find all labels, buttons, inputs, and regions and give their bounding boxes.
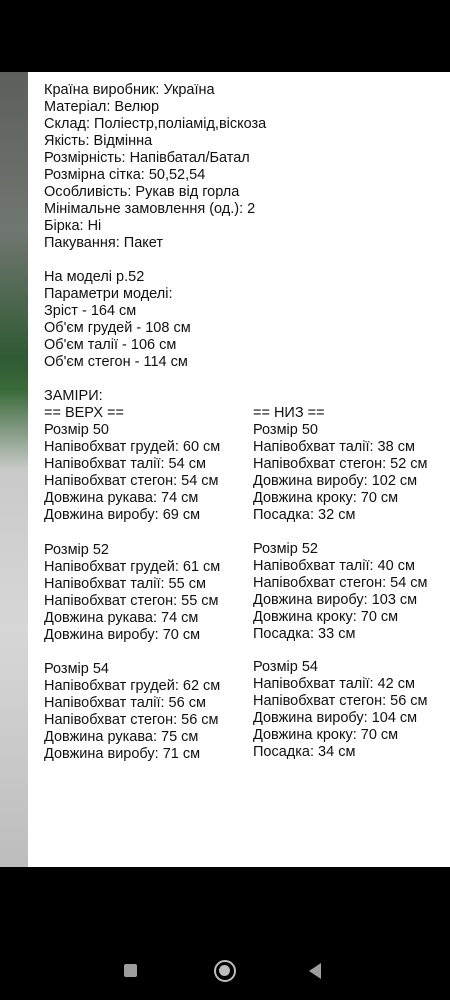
background-photo-strip — [0, 72, 28, 867]
info-line: Якість: Відмінна — [44, 133, 153, 149]
info-line: Країна виробник: Україна — [44, 82, 215, 98]
info-line: Бірка: Ні — [44, 218, 102, 234]
info-line: Розмірність: Напівбатал/Батал — [44, 150, 250, 166]
top-measure: Довжина виробу: 71 см — [44, 746, 201, 762]
bottom-measure: Довжина виробу: 104 см — [253, 710, 418, 726]
bottom-measure: Посадка: 34 см — [253, 744, 356, 760]
bottom-size-label: Розмір 54 — [253, 659, 318, 675]
model-line: Об'єм талії - 106 см — [44, 337, 177, 353]
bottom-size-label: Розмір 50 — [253, 422, 318, 438]
bottom-measure: Довжина кроку: 70 см — [253, 727, 399, 743]
bottom-measure: Посадка: 33 см — [253, 626, 356, 642]
bottom-measure: Напівобхват талії: 40 см — [253, 558, 415, 574]
top-measure: Напівобхват стегон: 54 см — [44, 473, 219, 489]
recents-icon[interactable] — [124, 964, 137, 977]
bottom-measure: Напівобхват стегон: 56 см — [253, 693, 428, 709]
bottom-measure: Довжина кроку: 70 см — [253, 490, 399, 506]
top-measure: Довжина рукава: 74 см — [44, 490, 199, 506]
model-line: Об'єм стегон - 114 см — [44, 354, 188, 370]
info-line: Розмірна сітка: 50,52,54 — [44, 167, 206, 183]
top-measure: Довжина рукава: 75 см — [44, 729, 199, 745]
top-measure: Напівобхват талії: 55 см — [44, 576, 206, 592]
bottom-measure: Напівобхват стегон: 54 см — [253, 575, 428, 591]
top-measure: Напівобхват стегон: 56 см — [44, 712, 219, 728]
top-measure: Довжина рукава: 74 см — [44, 610, 199, 626]
top-measure: Довжина виробу: 69 см — [44, 507, 201, 523]
top-size-label: Розмір 50 — [44, 422, 109, 438]
top-measure: Довжина виробу: 70 см — [44, 627, 201, 643]
model-line: На моделі р.52 — [44, 269, 145, 285]
bottom-measure: Довжина виробу: 102 см — [253, 473, 418, 489]
info-line: Мінімальне замовлення (од.): 2 — [44, 201, 256, 217]
info-line: Пакування: Пакет — [44, 235, 163, 251]
model-line: Зріст - 164 см — [44, 303, 137, 319]
status-bar-area — [0, 0, 450, 72]
back-icon[interactable] — [309, 963, 321, 979]
bottom-measure: Напівобхват талії: 38 см — [253, 439, 415, 455]
model-line: Об'єм грудей - 108 см — [44, 320, 191, 336]
top-section-title: == ВЕРХ == — [44, 405, 124, 421]
bottom-section-title: == НИЗ == — [253, 405, 325, 421]
top-measure: Напівобхват талії: 56 см — [44, 695, 206, 711]
description-card — [28, 72, 450, 867]
info-line: Особливість: Рукав від горла — [44, 184, 240, 200]
top-measure: Напівобхват грудей: 60 см — [44, 439, 221, 455]
info-line: Склад: Поліестр,поліамід,віскоза — [44, 116, 267, 132]
bottom-measure: Напівобхват стегон: 52 см — [253, 456, 428, 472]
bottom-size-label: Розмір 52 — [253, 541, 318, 557]
measurements-title: ЗАМІРИ: — [44, 388, 103, 404]
top-measure: Напівобхват стегон: 55 см — [44, 593, 219, 609]
bottom-measure: Напівобхват талії: 42 см — [253, 676, 415, 692]
top-size-label: Розмір 52 — [44, 542, 109, 558]
top-measure: Напівобхват грудей: 62 см — [44, 678, 221, 694]
home-icon[interactable] — [214, 960, 236, 982]
top-measure: Напівобхват талії: 54 см — [44, 456, 206, 472]
top-size-label: Розмір 54 — [44, 661, 109, 677]
top-measure: Напівобхват грудей: 61 см — [44, 559, 221, 575]
info-line: Матеріал: Велюр — [44, 99, 160, 115]
bottom-measure: Посадка: 32 см — [253, 507, 356, 523]
bottom-measure: Довжина виробу: 103 см — [253, 592, 418, 608]
model-line: Параметри моделі: — [44, 286, 173, 302]
bottom-measure: Довжина кроку: 70 см — [253, 609, 399, 625]
